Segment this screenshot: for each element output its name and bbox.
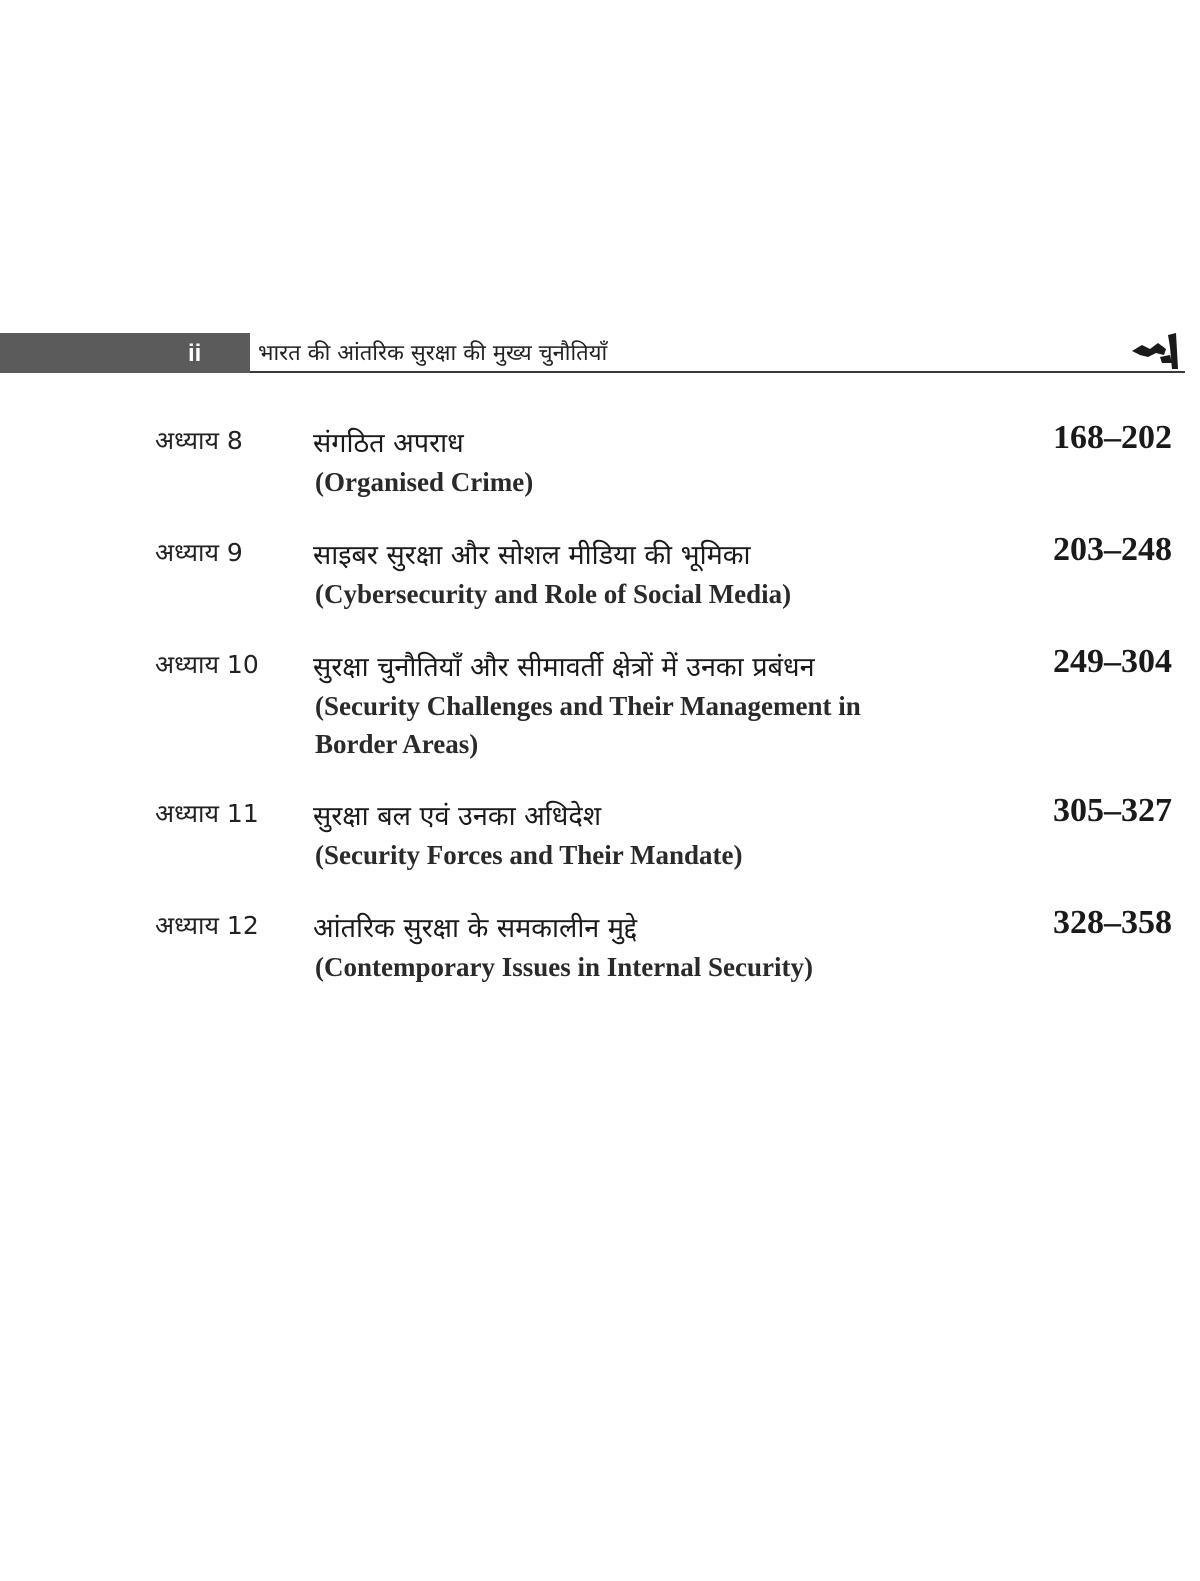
chapter-page-range: 249–304 bbox=[1053, 643, 1172, 680]
header-bar bbox=[0, 333, 250, 373]
chapter-page-range: 328–358 bbox=[1053, 904, 1172, 941]
publisher-logo-icon bbox=[1128, 329, 1184, 371]
page-header bbox=[0, 333, 1185, 373]
chapter-page-range: 168–202 bbox=[1053, 419, 1172, 456]
page-number: ii bbox=[188, 340, 202, 367]
chapter-label: अध्याय 11 bbox=[155, 799, 259, 828]
chapter-title-english: (Contemporary Issues in Internal Security) bbox=[315, 952, 813, 982]
chapter-page-range: 203–248 bbox=[1053, 531, 1172, 568]
chapter-title-hindi: आंतरिक सुरक्षा के समकालीन मुद्दे bbox=[313, 913, 638, 944]
chapter-title-english: (Organised Crime) bbox=[315, 467, 534, 497]
chapter-title-english: (Security Challenges and Their Management in Border Areas) bbox=[315, 691, 861, 759]
chapter-title-hindi: साइबर सुरक्षा और सोशल मीडिया की भूमिका bbox=[313, 540, 751, 571]
chapter-title-hindi: सुरक्षा चुनौतियाँ और सीमावर्ती क्षेत्रों में उनका प्रबंधन bbox=[313, 652, 815, 683]
chapter-label: अध्याय 12 bbox=[155, 911, 259, 940]
chapter-label: अध्याय 10 bbox=[155, 650, 259, 679]
chapter-page-range: 305–327 bbox=[1053, 792, 1172, 829]
chapter-title-hindi: सुरक्षा बल एवं उनका अधिदेश bbox=[313, 801, 602, 832]
running-title: भारत की आंतरिक सुरक्षा की मुख्य चुनौतियाँ bbox=[258, 341, 608, 366]
header-rule bbox=[250, 371, 1185, 373]
chapter-title-english: (Security Forces and Their Mandate) bbox=[315, 840, 743, 870]
chapter-title-english: (Cybersecurity and Role of Social Media) bbox=[315, 579, 792, 609]
chapter-label: अध्याय 9 bbox=[155, 538, 243, 567]
chapter-title-hindi: संगठित अपराध bbox=[313, 428, 464, 459]
chapter-label: अध्याय 8 bbox=[155, 426, 243, 455]
